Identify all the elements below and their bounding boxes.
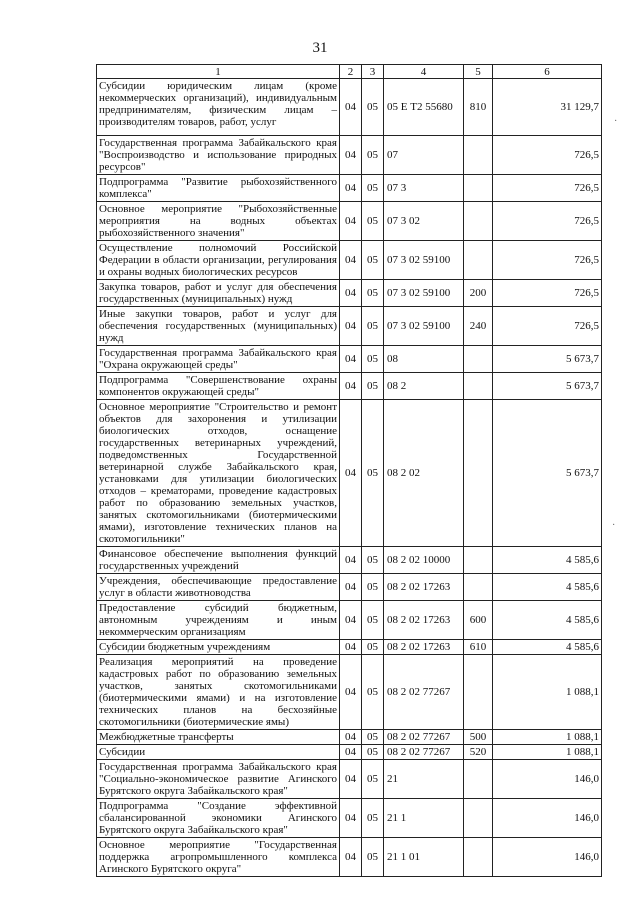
table-row: [97, 745, 602, 760]
table-row: [97, 400, 602, 547]
table-row: [97, 79, 602, 136]
table-row: [97, 241, 602, 280]
row-expense-type: 500: [464, 730, 493, 745]
row-section: 05: [362, 655, 384, 730]
column-header: 4: [384, 65, 464, 79]
row-name: Подпрограмма "Развитие рыбохозяйственного комплекса": [97, 175, 340, 202]
row-name: Основное мероприятие "Государственная поддержка агропромышленного комплекса Агинского Бурятского округа": [97, 838, 340, 877]
row-amount: 726,5: [493, 280, 602, 307]
budget-table: [96, 64, 602, 877]
row-expense-type: [464, 838, 493, 877]
row-target-article: 08 2 02 77267: [384, 655, 464, 730]
row-expense-type: 520: [464, 745, 493, 760]
row-section: 05: [362, 547, 384, 574]
margin-tick-mark: ·: [612, 520, 616, 531]
row-amount: 146,0: [493, 799, 602, 838]
row-target-article: 08 2 02 10000: [384, 547, 464, 574]
row-name: Основное мероприятие "Строительство и ремонт объектов для захоронения и утилизации биологических отходов, оснащение государственных ветеринарных учреждений, подведомственных Государственной ветеринарной службе Забайкальского края, установками для утилизации биологических отходов – крематорами, проведение кадастровых работ по образованию земельных участков, занятых скотомогильниками (биотермическими ямами), изготовление технических планов на скотомогильники": [97, 400, 340, 547]
row-section: 05: [362, 400, 384, 547]
row-expense-type: [464, 655, 493, 730]
column-header: 3: [362, 65, 384, 79]
table-row: [97, 730, 602, 745]
row-chapter: 04: [340, 346, 362, 373]
row-chapter: 04: [340, 136, 362, 175]
table-row: [97, 640, 602, 655]
column-header: 1: [97, 65, 340, 79]
row-amount: 31 129,7: [493, 79, 602, 136]
row-section: 05: [362, 799, 384, 838]
row-expense-type: 200: [464, 280, 493, 307]
table-row: [97, 601, 602, 640]
table-row: [97, 307, 602, 346]
row-expense-type: [464, 346, 493, 373]
table-row: [97, 547, 602, 574]
row-target-article: 07 3: [384, 175, 464, 202]
row-chapter: 04: [340, 373, 362, 400]
row-amount: 726,5: [493, 136, 602, 175]
table-row: [97, 838, 602, 877]
table-body: [97, 79, 602, 877]
row-section: 05: [362, 574, 384, 601]
row-amount: 4 585,6: [493, 574, 602, 601]
row-target-article: 07 3 02: [384, 202, 464, 241]
margin-tick-mark: ·: [614, 116, 618, 127]
row-section: 05: [362, 373, 384, 400]
row-section: 05: [362, 79, 384, 136]
row-name: Государственная программа Забайкальского края "Охрана окружающей среды": [97, 346, 340, 373]
row-expense-type: [464, 400, 493, 547]
row-chapter: 04: [340, 838, 362, 877]
row-section: 05: [362, 136, 384, 175]
row-amount: 5 673,7: [493, 373, 602, 400]
row-target-article: 08 2 02 17263: [384, 640, 464, 655]
row-section: 05: [362, 730, 384, 745]
row-section: 05: [362, 346, 384, 373]
row-chapter: 04: [340, 175, 362, 202]
row-target-article: 07: [384, 136, 464, 175]
table-row: [97, 175, 602, 202]
table-row: [97, 760, 602, 799]
row-name: Реализация мероприятий на проведение кадастровых работ по образованию земельных участков, занятых скотомогильниками (биотермическими ямами) и на изготовление технических планов на бесхозяйные скотомогильники (биотермические ямы): [97, 655, 340, 730]
row-chapter: 04: [340, 745, 362, 760]
column-header: 5: [464, 65, 493, 79]
row-amount: 5 673,7: [493, 400, 602, 547]
row-section: 05: [362, 241, 384, 280]
row-amount: 146,0: [493, 838, 602, 877]
row-expense-type: [464, 799, 493, 838]
row-amount: 726,5: [493, 307, 602, 346]
row-amount: 4 585,6: [493, 601, 602, 640]
row-amount: 1 088,1: [493, 655, 602, 730]
row-expense-type: [464, 241, 493, 280]
row-amount: 726,5: [493, 241, 602, 280]
row-section: 05: [362, 640, 384, 655]
row-name: Подпрограмма "Создание эффективной сбалансированной экономики Агинского Бурятского округа Забайкальского края": [97, 799, 340, 838]
row-expense-type: [464, 547, 493, 574]
row-chapter: 04: [340, 202, 362, 241]
row-amount: 4 585,6: [493, 640, 602, 655]
page-number: 31: [312, 40, 328, 56]
row-expense-type: [464, 202, 493, 241]
table-row: [97, 574, 602, 601]
row-name: Закупка товаров, работ и услуг для обеспечения государственных (муниципальных) нужд: [97, 280, 340, 307]
row-target-article: 08 2 02 77267: [384, 730, 464, 745]
row-chapter: 04: [340, 601, 362, 640]
row-expense-type: 240: [464, 307, 493, 346]
row-expense-type: 610: [464, 640, 493, 655]
column-header: 6: [493, 65, 602, 79]
row-amount: 4 585,6: [493, 547, 602, 574]
row-chapter: 04: [340, 760, 362, 799]
row-chapter: 04: [340, 307, 362, 346]
row-name: Субсидии бюджетным учреждениям: [97, 640, 340, 655]
row-section: 05: [362, 838, 384, 877]
row-name: Учреждения, обеспечивающие предоставление услуг в области животноводства: [97, 574, 340, 601]
table-row: [97, 346, 602, 373]
row-amount: 1 088,1: [493, 745, 602, 760]
row-target-article: 08 2 02 17263: [384, 574, 464, 601]
table-row: [97, 373, 602, 400]
row-amount: 5 673,7: [493, 346, 602, 373]
row-name: Субсидии: [97, 745, 340, 760]
row-section: 05: [362, 745, 384, 760]
row-section: 05: [362, 601, 384, 640]
row-amount: 1 088,1: [493, 730, 602, 745]
row-name: Иные закупки товаров, работ и услуг для обеспечения государственных (муниципальных) нужд: [97, 307, 340, 346]
row-target-article: 21 1 01: [384, 838, 464, 877]
table-row: [97, 655, 602, 730]
row-name: Основное мероприятие "Рыбохозяйственные мероприятия на водных объектах рыбохозяйственного значения": [97, 202, 340, 241]
row-expense-type: [464, 574, 493, 601]
table-row: [97, 799, 602, 838]
row-section: 05: [362, 280, 384, 307]
row-amount: 146,0: [493, 760, 602, 799]
row-target-article: 07 3 02 59100: [384, 241, 464, 280]
row-chapter: 04: [340, 547, 362, 574]
row-section: 05: [362, 760, 384, 799]
row-section: 05: [362, 202, 384, 241]
row-target-article: 07 3 02 59100: [384, 307, 464, 346]
row-chapter: 04: [340, 799, 362, 838]
row-section: 05: [362, 175, 384, 202]
row-amount: 726,5: [493, 202, 602, 241]
row-name: Государственная программа Забайкальского края "Воспроизводство и использование природных ресурсов": [97, 136, 340, 175]
row-amount: 726,5: [493, 175, 602, 202]
row-name: Осуществление полномочий Российской Федерации в области организации, регулирования и охраны водных биологических ресурсов: [97, 241, 340, 280]
row-expense-type: [464, 373, 493, 400]
row-name: Финансовое обеспечение выполнения функций государственных учреждений: [97, 547, 340, 574]
row-chapter: 04: [340, 280, 362, 307]
row-section: 05: [362, 307, 384, 346]
row-target-article: 21 1: [384, 799, 464, 838]
row-chapter: 04: [340, 79, 362, 136]
row-target-article: 08 2: [384, 373, 464, 400]
row-name: Предоставление субсидий бюджетным, автономным учреждениям и иным некоммерческим организациям: [97, 601, 340, 640]
row-chapter: 04: [340, 655, 362, 730]
row-chapter: 04: [340, 574, 362, 601]
column-header: 2: [340, 65, 362, 79]
table-row: [97, 280, 602, 307]
row-target-article: 05 Е Т2 55680: [384, 79, 464, 136]
row-target-article: 08 2 02: [384, 400, 464, 547]
row-target-article: 07 3 02 59100: [384, 280, 464, 307]
row-chapter: 04: [340, 400, 362, 547]
row-chapter: 04: [340, 730, 362, 745]
row-target-article: 08 2 02 77267: [384, 745, 464, 760]
row-target-article: 08: [384, 346, 464, 373]
row-name: Подпрограмма "Совершенствование охраны компонентов окружающей среды": [97, 373, 340, 400]
row-name: Государственная программа Забайкальского края "Социально-экономическое развитие Агинского Бурятского округа Забайкальского края": [97, 760, 340, 799]
row-expense-type: 600: [464, 601, 493, 640]
row-name: Субсидии юридическим лицам (кроме некоммерческих организаций), индивидуальным предпринимателям, физическим лицам – производителям товаров, работ, услуг: [97, 79, 340, 136]
header-row: [97, 65, 602, 79]
row-target-article: 21: [384, 760, 464, 799]
table-row: [97, 202, 602, 241]
row-expense-type: [464, 136, 493, 175]
row-chapter: 04: [340, 241, 362, 280]
row-name: Межбюджетные трансферты: [97, 730, 340, 745]
row-expense-type: [464, 760, 493, 799]
table-row: [97, 136, 602, 175]
row-chapter: 04: [340, 640, 362, 655]
row-target-article: 08 2 02 17263: [384, 601, 464, 640]
row-expense-type: [464, 175, 493, 202]
row-expense-type: 810: [464, 79, 493, 136]
